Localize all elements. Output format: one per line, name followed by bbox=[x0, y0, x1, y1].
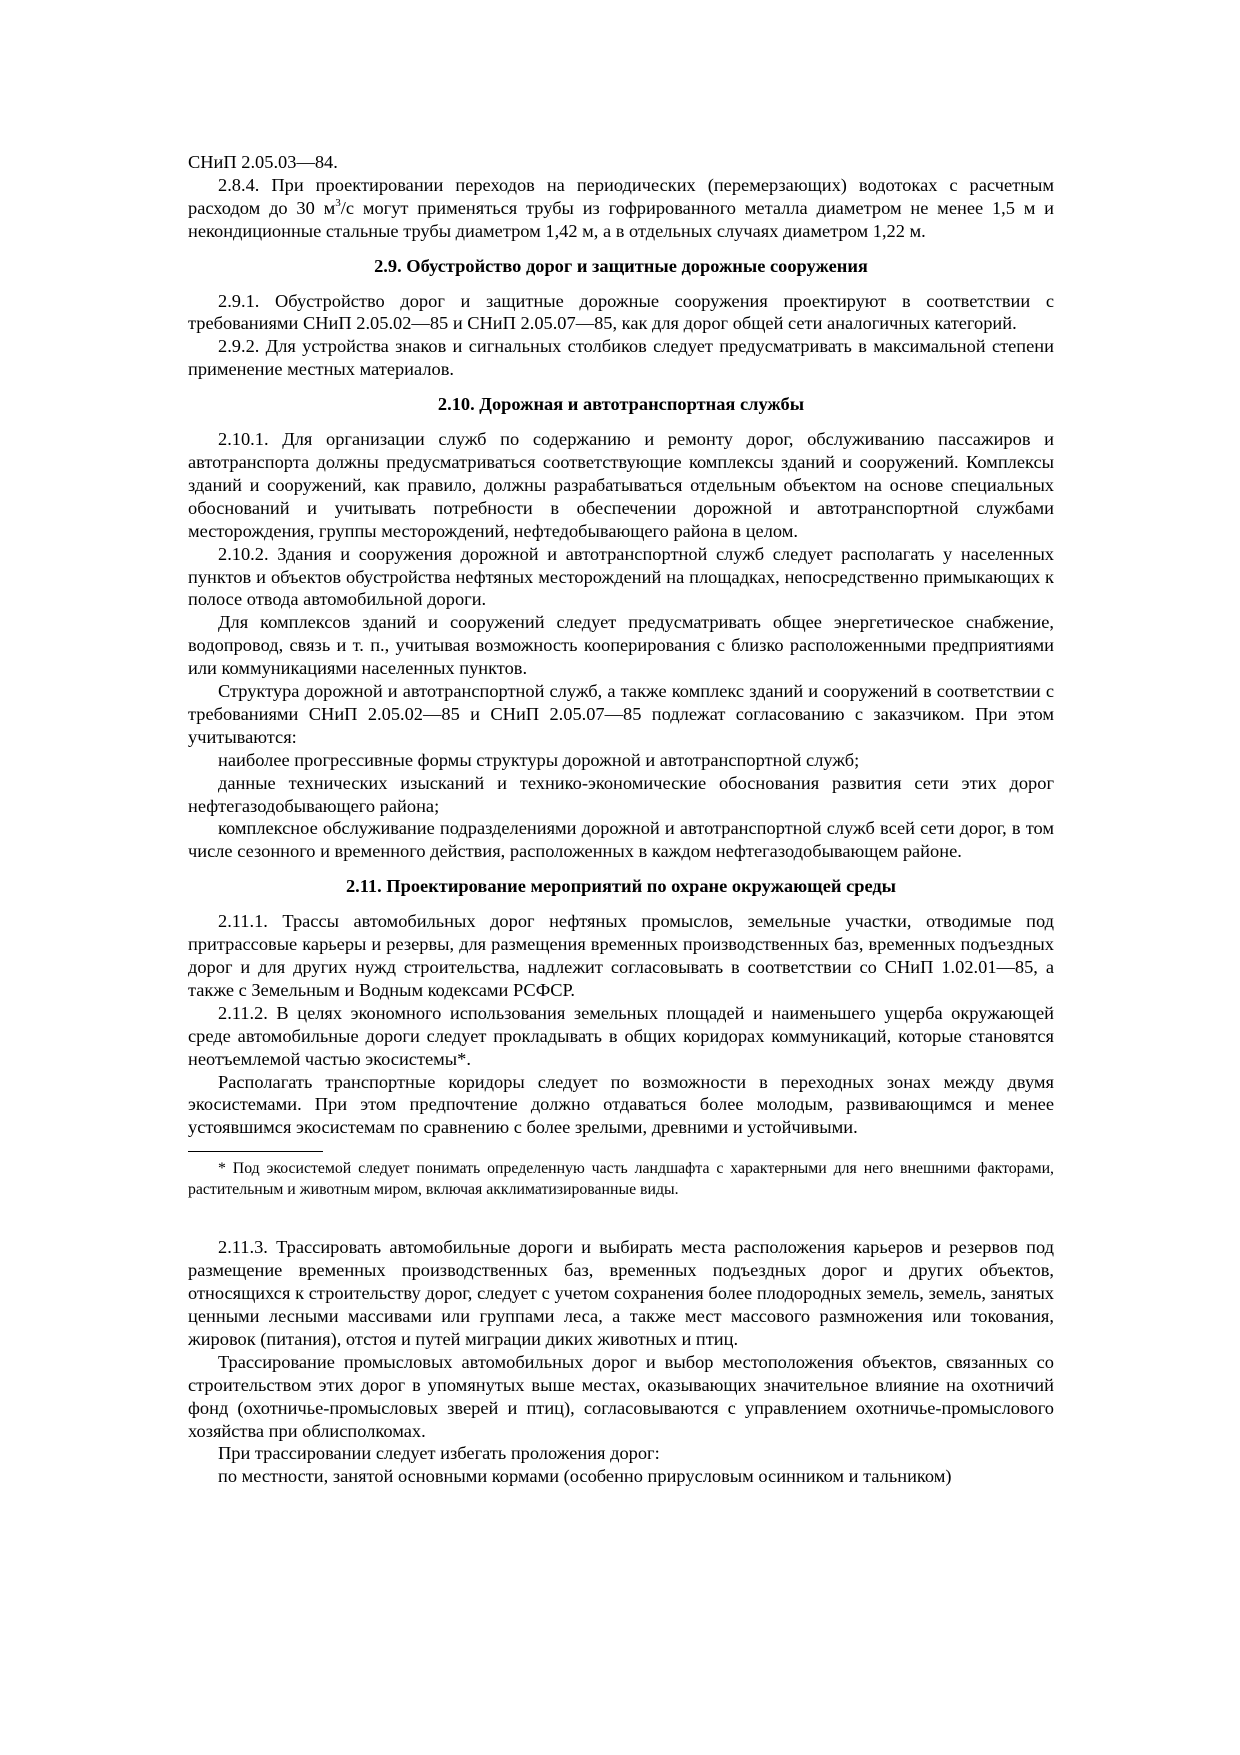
paragraph-2-8-4-text-a: 2.8.4. При проектировании переходов на периодических (перемерзающих) водотоках с расчетным расходом до 30 м bbox=[188, 174, 1054, 218]
paragraph-2-10-2-structure: Структура дорожной и автотранспортной служб, а также комплекс зданий и сооружений в соответствии с требованиями СНиП 2.05.02—85 и СНиП 2.05.07—85 подлежат согласованию с заказчиком. При этом учитываются: bbox=[188, 681, 1054, 747]
paragraph-2-10-1: 2.10.1. Для организации служб по содержанию и ремонту дорог, обслуживанию пассажиров и автотранспорта должны предусматриваться соответствующие комплексы зданий и сооружений. Комплексы зданий и сооружений, как правило, должны разрабатываться отдельным объектом на основе специальных обоснований и учитывать потребности в обеспечении дорожной и автотранспортной службами месторождения, группы месторождений, нефтедобывающего района в целом. bbox=[188, 429, 1054, 541]
footnote: * Под экосистемой следует понимать определенную часть ландшафта с характерными для него внешними факторами, растительным и животным миром, включая акклиматизированные виды. bbox=[188, 1160, 1054, 1199]
section-heading-2-10: 2.10. Дорожная и автотранспортная службы bbox=[437, 394, 805, 415]
paragraph-continuation: СНиП 2.05.03—84. bbox=[188, 152, 338, 172]
paragraph-2-10-2-complexes: Для комплексов зданий и сооружений следует предусматривать общее энергетическое снабжение, водопровод, связь и т. п., учитывая возможность кооперирования с близко расположенными предприятиями или коммуникациями населенных пунктов. bbox=[188, 612, 1054, 679]
list-item: комплексное обслуживание подразделениями дорожной и автотранспортной служб всей сети дорог, в том числе сезонного и временного действия, расположенных в каждом нефтегазодобывающем районе. bbox=[188, 818, 1054, 862]
paragraph-2-11-2-corridors: Располагать транспортные коридоры следует по возможности в переходных зонах между двумя экосистемами. При этом предпочтение должно отдаваться более молодым, развивающимся и менее устоявшимся экосистемам по сравнению с более зрелыми, древними и устойчивыми. bbox=[188, 1071, 1054, 1138]
paragraph-2-8-4-text-b: /с могут применяться трубы из гофрированного металла диаметром не менее 1,5 м и некондиционные стальные трубы диаметром 1,42 м, а в отдельных случаях диаметром 1,22 м. bbox=[188, 197, 1054, 241]
paragraph-2-8-4 bbox=[188, 174, 1054, 243]
paragraph-2-11-3-avoid: При трассировании следует избегать проложения дорог: bbox=[218, 1443, 660, 1464]
paragraph-2-11-3-routing: Трассирование промысловых автомобильных дорог и выбор местоположения объектов, связанных со строительством этих дорог в упомянутых выше местах, оказывающих значительное влияние на охотничий фонд (охотничье-промысловых зверей и птиц), согласовываются с управлением охотничье-промыслового хозяйства при облисполкомах. bbox=[188, 1351, 1054, 1441]
paragraph-2-11-2: 2.11.2. В целях экономного использования земельных площадей и наименьшего ущерба окружающей среде автомобильные дороги следует прокладывать в общих коридорах коммуникаций, которые становятся неотъемлемой частью экосистемы*. bbox=[188, 1002, 1054, 1069]
paragraph-2-9-1: 2.9.1. Обустройство дорог и защитные дорожные сооружения проектируют в соответствии с требованиями СНиП 2.05.02—85 и СНиП 2.05.07—85, как для дорог общей сети аналогичных категорий. bbox=[188, 290, 1054, 334]
document-page bbox=[188, 151, 1054, 1488]
paragraph-2-11-3-terrain: по местности, занятой основными кормами (особенно прирусловым осинником и тальником) bbox=[218, 1466, 952, 1487]
section-heading-2-9: 2.9. Обустройство дорог и защитные дорожные сооружения bbox=[374, 255, 868, 276]
footnote-divider bbox=[188, 1151, 323, 1152]
list-item: данные технических изысканий и технико-экономические обоснования развития сети этих дорог нефтегазодобывающего района; bbox=[188, 772, 1054, 816]
section-heading-2-11: 2.11. Проектирование мероприятий по охране окружающей среды bbox=[345, 876, 897, 897]
list-item: наиболее прогрессивные формы структуры дорожной и автотранспортной служб; bbox=[218, 749, 860, 770]
superscript-3: 3 bbox=[335, 196, 341, 209]
paragraph-2-11-1: 2.11.1. Трассы автомобильных дорог нефтяных промыслов, земельные участки, отводимые под притрассовые карьеры и резервы, для размещения временных производственных баз, временных подъездных дорог и для других нужд строительства, надлежит согласовывать в соответствии со СНиП 1.02.01—85, а также с Земельным и Водным кодексами РСФСР. bbox=[188, 911, 1054, 1000]
paragraph-2-11-3: 2.11.3. Трассировать автомобильные дороги и выбирать места расположения карьеров и резервов под размещение временных производственных баз, временных подъездных дорог и других объектов, относящихся к строительству дорог, следует с учетом сохранения более плодородных земель, земель, занятых ценными лесными массивами или группами леса, а также мест массового размножения или токования, жировок (питания), отстоя и путей миграции диких животных и птиц. bbox=[188, 1237, 1054, 1349]
paragraph-2-10-2: 2.10.2. Здания и сооружения дорожной и автотранспортной служб следует располагать у населенных пунктов и объектов обустройства нефтяных месторождений на площадках, непосредственно примыкающих к полосе отвода автомобильной дороги. bbox=[188, 543, 1054, 610]
paragraph-2-9-2: 2.9.2. Для устройства знаков и сигнальных столбиков следует предусматривать в максимальной степени применение местных материалов. bbox=[188, 336, 1054, 380]
